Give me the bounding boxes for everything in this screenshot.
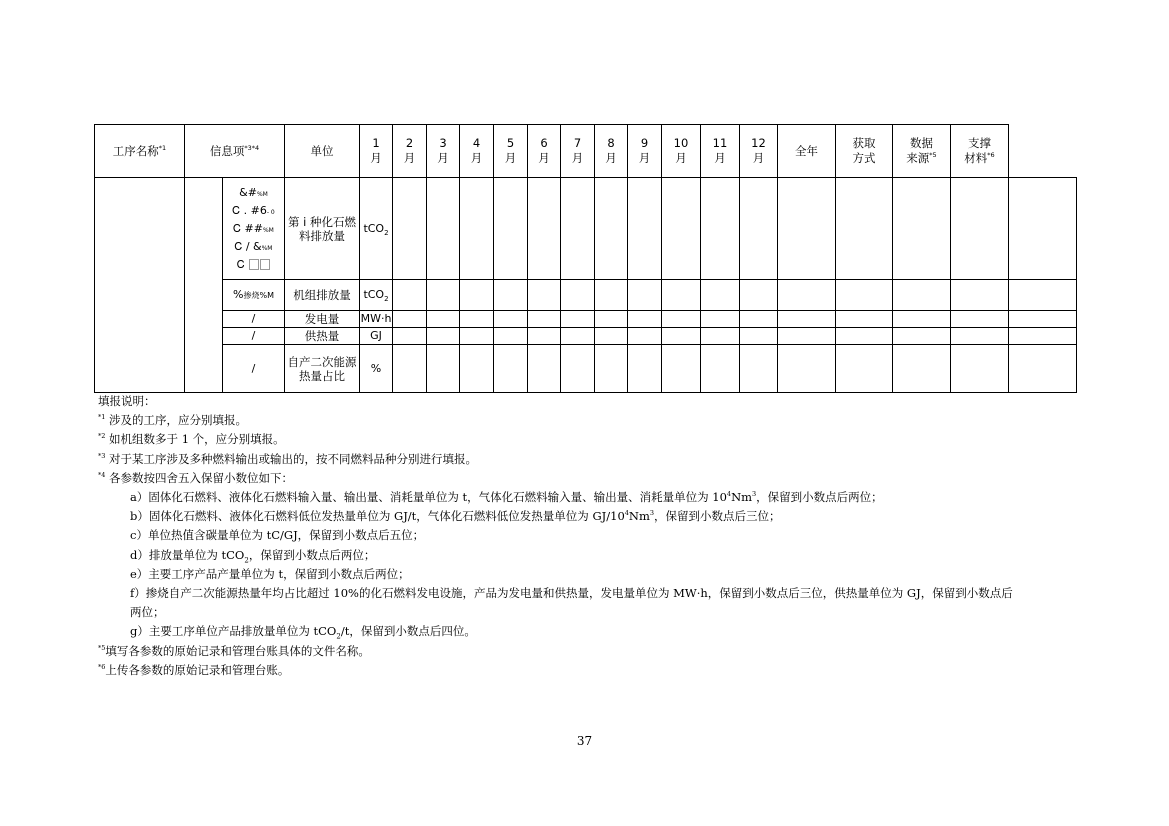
table-row xyxy=(95,345,1077,393)
header-month-1: 1 月 xyxy=(360,125,393,178)
note-4-g: g）主要工序单位产品排放量单位为 tCO$_2$/t，保留到小数点后四位。 xyxy=(130,624,476,641)
month-cell[interactable] xyxy=(561,311,595,328)
note-4: $^{*4}$ 各参数按四舍五入保留小数位如下： xyxy=(98,470,294,485)
month-cell[interactable] xyxy=(393,345,427,393)
source-cell[interactable] xyxy=(951,328,1009,345)
header-month-9: 9 月 xyxy=(628,125,662,178)
month-cell[interactable] xyxy=(427,311,460,328)
month-cell[interactable] xyxy=(701,178,740,280)
month-cell[interactable] xyxy=(494,345,528,393)
formula-cell: / xyxy=(223,311,285,328)
month-cell[interactable] xyxy=(778,178,836,280)
note-4-a: a）固体化石燃料、液体化石燃料输入量、输出量、消耗量单位为 t，气体化石燃料输入量、输出量、消耗量单位为 $10^4Nm^3$，保留到小数点后两位； xyxy=(130,490,883,505)
month-cell[interactable] xyxy=(561,345,595,393)
table-row xyxy=(95,280,1077,311)
month-cell[interactable] xyxy=(561,178,595,280)
data-report-table xyxy=(94,124,1077,393)
note-6: $^{*6}$上传各参数的原始记录和管理台账。 xyxy=(98,662,290,677)
item-label: 自产二次能源热量占比 xyxy=(285,345,360,393)
header-month-7: 7 月 xyxy=(561,125,595,178)
table-row xyxy=(95,178,1077,280)
month-cell[interactable] xyxy=(662,280,701,311)
unit-value: tCO$_2$ xyxy=(360,280,393,311)
month-cell[interactable] xyxy=(528,328,561,345)
note-4-b: b）固体化石燃料、液体化石燃料低位发热量单位为 GJ/t，气体化石燃料低位发热量单位为 $GJ/10^4Nm^3$，保留到小数点后三位； xyxy=(130,509,781,524)
method-cell[interactable] xyxy=(893,311,951,328)
placeholder-box-icon xyxy=(260,259,270,270)
table-row xyxy=(95,328,1077,345)
note-4-d: d）排放量单位为 tCO$_2$，保留到小数点后两位； xyxy=(130,547,376,564)
formula-cell: / xyxy=(223,328,285,345)
month-cell[interactable] xyxy=(393,311,427,328)
support-cell[interactable] xyxy=(1009,178,1077,280)
formula-cell: &#%M Ꮯ . #6- 0 Ꮯ ##%M Ꮯ / &%M Ꮯ xyxy=(223,178,285,280)
header-month-11: 11 月 xyxy=(701,125,740,178)
month-cell[interactable] xyxy=(460,328,494,345)
item-label: 发电量 xyxy=(285,311,360,328)
month-cell[interactable] xyxy=(494,178,528,280)
item-label: 第 i 种化石燃料排放量 xyxy=(285,178,360,280)
support-cell[interactable] xyxy=(1009,280,1077,311)
month-cell[interactable] xyxy=(628,328,662,345)
month-cell[interactable] xyxy=(393,280,427,311)
header-info-item: 信息项$^{*3*4}$ xyxy=(185,125,285,178)
month-cell[interactable] xyxy=(528,178,561,280)
process-name-cell[interactable] xyxy=(95,178,185,393)
month-cell[interactable] xyxy=(393,178,427,280)
month-cell[interactable] xyxy=(460,280,494,311)
header-acquisition-method: 获取 方式 xyxy=(836,125,893,178)
unit-id-cell[interactable] xyxy=(185,178,223,393)
note-2: $^{*2}$ 如机组数多于 1 个，应分别填报。 xyxy=(98,432,285,447)
unit-value: MW·h xyxy=(360,311,393,328)
month-cell[interactable] xyxy=(427,178,460,280)
item-label: 机组排放量 xyxy=(285,280,360,311)
header-month-4: 4 月 xyxy=(460,125,494,178)
header-month-6: 6 月 xyxy=(528,125,561,178)
month-cell[interactable] xyxy=(528,311,561,328)
month-cell[interactable] xyxy=(561,280,595,311)
month-cell[interactable] xyxy=(595,311,628,328)
header-unit: 单位 xyxy=(285,125,360,178)
support-cell[interactable] xyxy=(1009,328,1077,345)
note-4-e: e）主要工序产品产量单位为 t，保留到小数点后两位； xyxy=(130,566,410,581)
month-cell[interactable] xyxy=(494,311,528,328)
month-cell[interactable] xyxy=(662,178,701,280)
source-cell[interactable] xyxy=(951,178,1009,280)
support-cell[interactable] xyxy=(1009,345,1077,393)
month-cell[interactable] xyxy=(628,345,662,393)
formula-cell: %掺烧%M xyxy=(223,280,285,311)
placeholder-box-icon xyxy=(249,259,259,270)
month-cell[interactable] xyxy=(778,345,836,393)
page-number: 37 xyxy=(576,734,593,748)
month-cell[interactable] xyxy=(460,311,494,328)
source-cell[interactable] xyxy=(951,345,1009,393)
month-cell[interactable] xyxy=(528,345,561,393)
header-month-5: 5 月 xyxy=(494,125,528,178)
month-cell[interactable] xyxy=(460,345,494,393)
method-cell[interactable] xyxy=(893,345,951,393)
full-year-cell[interactable] xyxy=(836,311,893,328)
month-cell[interactable] xyxy=(701,311,740,328)
header-month-8: 8 月 xyxy=(595,125,628,178)
month-cell[interactable] xyxy=(595,328,628,345)
full-year-cell[interactable] xyxy=(836,345,893,393)
month-cell[interactable] xyxy=(662,328,701,345)
unit-value: tCO$_2$ xyxy=(360,178,393,280)
note-5: $^{*5}$填写各参数的原始记录和管理台账具体的文件名称。 xyxy=(98,643,370,658)
header-month-3: 3 月 xyxy=(427,125,460,178)
month-cell[interactable] xyxy=(628,311,662,328)
month-cell[interactable] xyxy=(740,280,778,311)
month-cell[interactable] xyxy=(740,178,778,280)
source-cell[interactable] xyxy=(951,311,1009,328)
full-year-cell[interactable] xyxy=(836,280,893,311)
month-cell[interactable] xyxy=(393,328,427,345)
header-month-2: 2 月 xyxy=(393,125,427,178)
month-cell[interactable] xyxy=(662,345,701,393)
month-cell[interactable] xyxy=(701,280,740,311)
month-cell[interactable] xyxy=(595,280,628,311)
month-cell[interactable] xyxy=(778,280,836,311)
source-cell[interactable] xyxy=(951,280,1009,311)
header-month-10: 10 月 xyxy=(662,125,701,178)
month-cell[interactable] xyxy=(460,178,494,280)
month-cell[interactable] xyxy=(427,345,460,393)
header-row xyxy=(95,125,1077,178)
month-cell[interactable] xyxy=(494,280,528,311)
notes-title: 填报说明： xyxy=(98,394,156,408)
month-cell[interactable] xyxy=(427,328,460,345)
unit-value: GJ xyxy=(360,328,393,345)
month-cell[interactable] xyxy=(740,328,778,345)
note-1: $^{*1}$ 涉及的工序，应分别填报。 xyxy=(98,413,248,428)
month-cell[interactable] xyxy=(740,345,778,393)
month-cell[interactable] xyxy=(528,280,561,311)
note-4-f: f）掺烧自产二次能源热量年均占比超过 10%的化石燃料发电设施，产品为发电量和供热量，发电量单位为 MW·h，保留到小数点后三位，供热量单位为 GJ，保留到小数点后 两位； xyxy=(130,586,1013,620)
month-cell[interactable] xyxy=(740,311,778,328)
method-cell[interactable] xyxy=(893,280,951,311)
note-3: $^{*3}$ 对于某工序涉及多种燃料输出或输出的，按不同燃料品种分别进行填报。 xyxy=(98,451,478,466)
formula-cell: / xyxy=(223,345,285,393)
full-year-cell[interactable] xyxy=(836,178,893,280)
month-cell[interactable] xyxy=(701,345,740,393)
month-cell[interactable] xyxy=(778,328,836,345)
month-cell[interactable] xyxy=(628,280,662,311)
header-full-year: 全年 xyxy=(778,125,836,178)
item-label: 供热量 xyxy=(285,328,360,345)
month-cell[interactable] xyxy=(628,178,662,280)
note-4-c: c）单位热值含碳量单位为 tC/GJ，保留到小数点后五位； xyxy=(130,528,425,543)
month-cell[interactable] xyxy=(494,328,528,345)
month-cell[interactable] xyxy=(561,328,595,345)
month-cell[interactable] xyxy=(595,345,628,393)
header-month-12: 12 月 xyxy=(740,125,778,178)
header-process-name: 工序名称$^{*1}$ xyxy=(95,125,185,178)
method-cell[interactable] xyxy=(893,178,951,280)
month-cell[interactable] xyxy=(595,178,628,280)
month-cell[interactable] xyxy=(701,328,740,345)
month-cell[interactable] xyxy=(427,280,460,311)
unit-value: % xyxy=(360,345,393,393)
month-cell[interactable] xyxy=(662,311,701,328)
header-supporting-materials: 支撑 材料$^{*6}$ xyxy=(951,125,1009,178)
support-cell[interactable] xyxy=(1009,311,1077,328)
full-year-cell[interactable] xyxy=(836,328,893,345)
header-data-source: 数据 来源$^{*5}$ xyxy=(893,125,951,178)
filling-instructions xyxy=(98,392,1088,680)
table-row xyxy=(95,311,1077,328)
month-cell[interactable] xyxy=(778,311,836,328)
method-cell[interactable] xyxy=(893,328,951,345)
